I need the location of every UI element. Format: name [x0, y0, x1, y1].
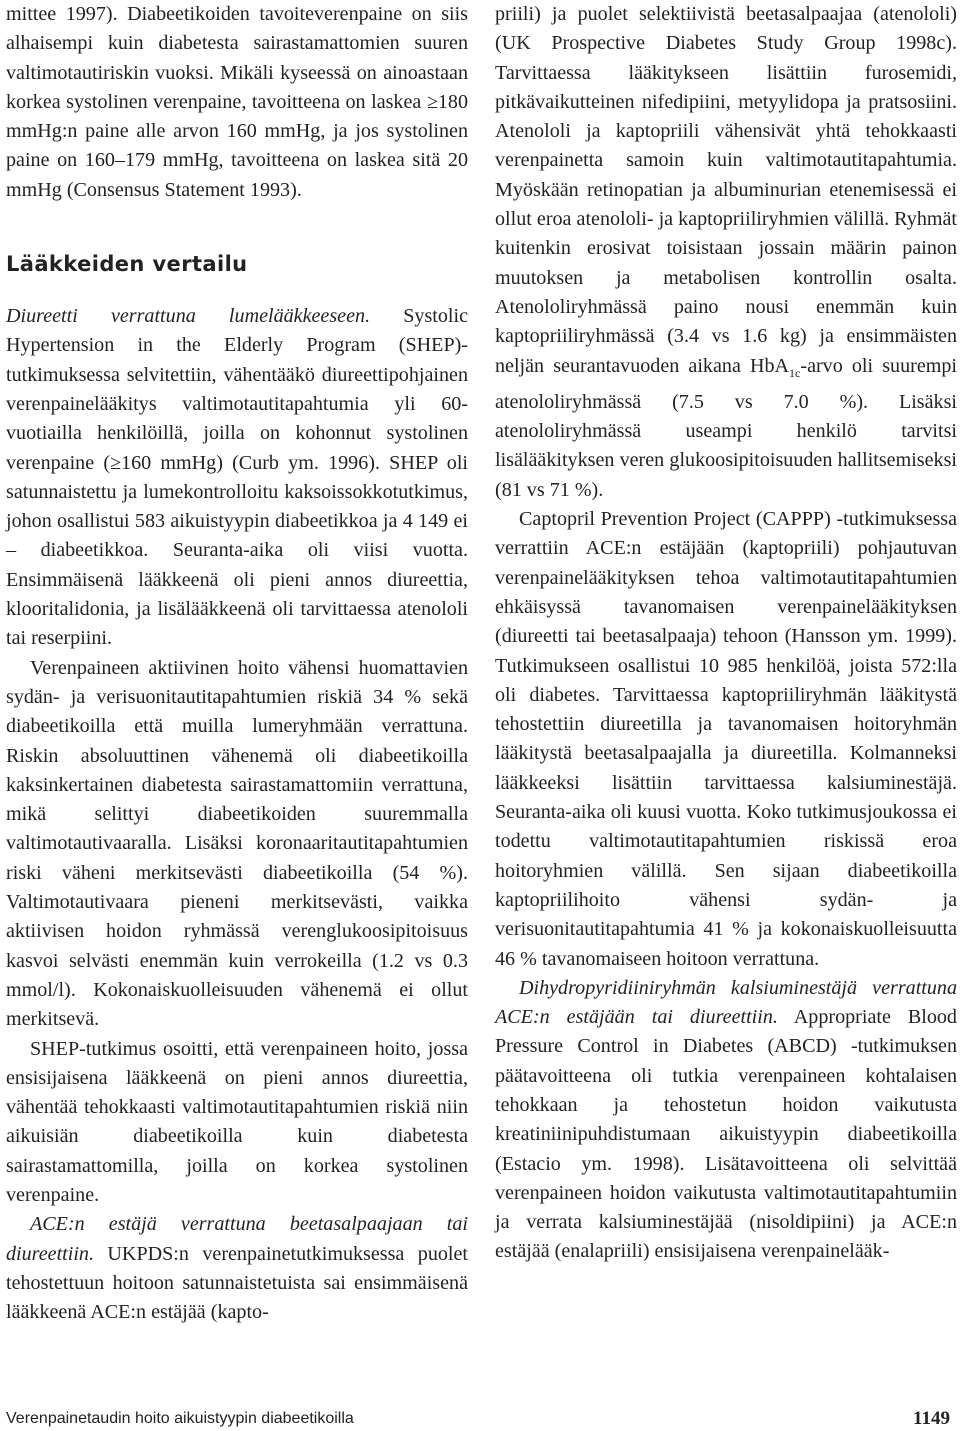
left-column — [6, 0, 468, 1327]
paragraph-shep-body: Systolic Hypertension in the Elderly Program (SHEP)-tutkimuksessa selvitettiin, vähentääkö diureettipohjainen verenpainelääkitys valtimotautitapahtumia yli 60-vuotiailla henkilöillä, joilla on kohonnut systolinen verenpaine (≥160 mmHg) (Curb ym. 1996). SHEP oli satunnaistettu ja lumekontrolloitu kaksoissokkotutkimus, johon osallistui 583 aikuistyypin diabeetikkoa ja 4 149 ei – diabeetikkoa. Seuranta-aika oli viisi vuotta. Ensimmäisenä lääkkeenä oli pieni annos diureettia, klooritalidonia, ja lisälääkkeenä oli tarvittaessa atenololi tai reserpiini. — [6, 305, 468, 650]
paragraph-ukpds-text-b: -arvo oli suurempi atenololiryhmässä (7.5 vs 7.0 %). Lisäksi atenololiryhmässä useampi henkilö tarvitsi lisälääkityksen veren glukoosipitoisuuden hallitsemiseksi (81 vs 71 %). — [495, 354, 957, 501]
running-title: Verenpainetaudin hoito aikuistyypin diabeetikoilla — [6, 1410, 354, 1427]
subsection-lead-dihydropyridine: Dihydropyridiiniryhmän kalsiuminestäjä verrattuna ACE:n estäjään tai diureettiin. — [495, 976, 957, 1029]
subsection-lead-diuretic: Diureetti verrattuna lumelääkkeeseen. — [6, 305, 371, 328]
paragraph-intro: mittee 1997). Diabeetikoiden tavoiteverenpaine on siis alhaisempi kuin diabetesta sairastamattomien suuren valtimotautiriskin vuoksi. Mikäli kyseessä on ainoastaan korkea systolinen verenpaine, tavoitteena on laskea ≥180 mmHg:n paine alle arvon 160 mmHg, ja jos systolinen paine on 160–179 mmHg, tavoitteena on laskea sitä 20 mmHg (Consensus Statement 1993). — [6, 3, 468, 201]
paragraph-ukpds-continued — [495, 0, 957, 505]
page-number: 1149 — [913, 1408, 950, 1429]
paragraph-ukpds-text-a: priili) ja puolet selektiivistä beetasalpaajaa (atenololi) (UK Prospective Diabetes Study Group 1998c). Tarvittaessa lääkitykseen lisättiin furosemidi, pitkävaikutteinen nifedipiini, metyylidopa ja pratsosiini. Atenololi ja kaptopriili vähensivät yhtä tehokkaasti verenpainetta samoin kuin valtimotautitapahtumia. Myöskään retinopatian ja albuminurian etenemisessä ei ollut eroa atenololi- ja kaptopriiliryhmien välillä. Ryhmät kuitenkin erosivat toisistaan jossain määrin painon muutoksen ja metabolisen kontrollin osalta. Atenololiryhmässä paino nousi enemmän kuin kaptopriiliryhmässä (3.4 vs 1.6 kg) ja ensimmäisten neljän seurantavuoden aikana HbA — [495, 3, 957, 377]
section-heading: Lääkkeiden vertailu — [6, 252, 248, 277]
subsection-lead-ace: ACE:n estäjä verrattuna beetasalpaajaan tai diureettiin. — [6, 1213, 468, 1265]
paragraph-abcd — [495, 974, 957, 1267]
paragraph-cappp: Captopril Prevention Project (CAPPP) -tutkimuksessa verrattiin ACE:n estäjään (kaptopriili) pohjautuvan verenpainelääkityksen tehoa valtimotautitapahtumien ehkäisyssä tavanomaisen verenpainelääkityksen (diureetti tai beetasalpaaja) tehoon (Hansson ym. 1999). Tutkimukseen osallistui 10 985 henkilöä, joista 572:lla oli diabetes. Tarvittaessa kaptopriiliryhmän lääkitystä tehostettiin diureetilla ja tavanomaisen hoitoryhmän lääkitystä beetasalpaajalla ja diureetilla. Kolmanneksi lääkkeeksi lisättiin tarvittaessa kalsiuminestäjä. Seuranta-aika oli kuusi vuotta. Koko tutkimusjoukossa ei todettu valtimotautitapahtumien riskissä eroa hoitoryhmien välillä. Sen sijaan diabeetikoilla kaptopriilihoito vähensi sydän- ja verisuonitautitapahtumia 41 % ja kokonaiskuolleisuutta 46 % tavanomaiseen hoitoon verrattuna. — [495, 508, 957, 970]
paragraph-abcd-body: Appropriate Blood Pressure Control in Diabetes (ABCD) -tutkimuksen päätavoitteena oli tutkia verenpaineen kohtalaisen tehokkaan ja tehostetun hoidon vaikutusta kreatiniinipuhdistumaan aikuistyypin diabeetikoilla (Estacio ym. 1998). Lisätavoitteena oli selvittää verenpaineen hoidon vaikutusta valtimotautitapahtumiin ja verrata kalsiuminestäjää (nisoldipiini) ja ACE:n estäjää (enalapriili) ensisijaisena verenpainelääk- — [495, 1006, 957, 1263]
right-column — [495, 0, 957, 1267]
paragraph-shep-conclusion: SHEP-tutkimus osoitti, että verenpaineen hoito, jossa ensisijaisena lääkkeenä on pieni annos diureettia, vähentää tehokkaasti valtimotautitapahtumien riskiä niin aikuisiän diabeetikoilla kuin diabetesta sairastamattomilla, joilla on korkea systolinen verenpaine. — [6, 1037, 468, 1206]
paragraph-shep — [6, 302, 468, 654]
paragraph-ukpds-body: UKPDS:n verenpainetutkimuksessa puolet tehostettuun hoitoon satunnaistetuista sai ensimmäisenä lääkkeenä ACE:n estäjää (kapto- — [6, 1242, 468, 1324]
hba1c-subscript: 1c — [789, 365, 801, 380]
paragraph-shep-results: Verenpaineen aktiivinen hoito vähensi huomattavien sydän- ja verisuonitautitapahtumien riskiä 34 % sekä diabeetikoilla että muilla lumeryhmään verrattuna. Riskin absoluuttinen vähenemä oli diabeetikoilla kaksinkertainen diabetesta sairastamattomiin verrattuna, mikä selittyi diabeetikoiden suuremmalla valtimotautivaaralla. Lisäksi koronaaritautitapahtumien riski väheni merkitsevästi diabeetikoilla (54 %). Valtimotautivaara pieneni merkitsevästi, vaikka aktiivisen hoidon ryhmässä verenglukoosipitoisuus kasvoi selvästi enemmän kuin verrokeilla (1.2 vs 0.3 mmol/l). Kokonaiskuolleisuuden vähenemä ei ollut merkitsevä. — [6, 656, 468, 1031]
paragraph-ukpds — [6, 1210, 468, 1327]
